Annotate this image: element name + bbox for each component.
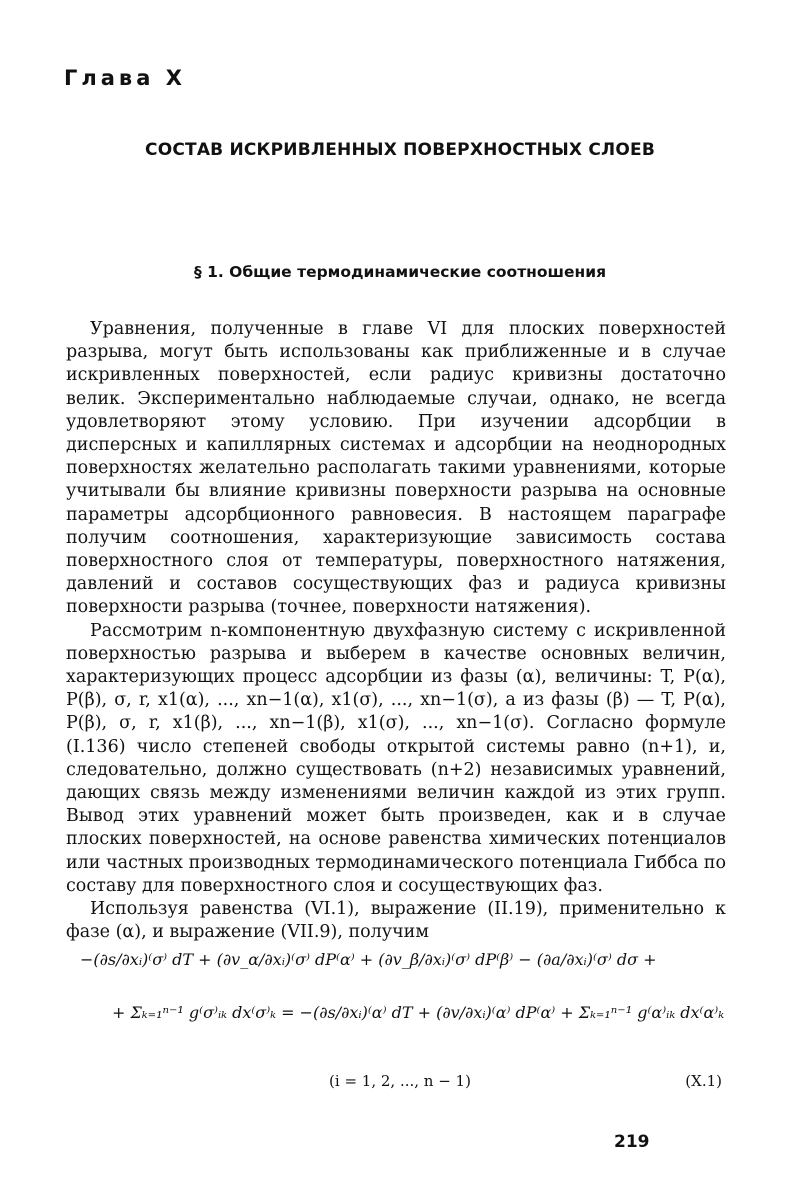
chapter-title: СОСТАВ ИСКРИВЛЕННЫХ ПОВЕРХНОСТНЫХ СЛОЕВ (145, 140, 655, 160)
chapter-heading: Глава X (64, 66, 186, 90)
equation-condition: (i = 1, 2, ..., n − 1) (329, 1072, 471, 1090)
paragraph-1: Уравнения, полученные в главе VI для плоских поверхностей разрыва, могут быть использованы как приближенные и в случае искривленных поверхностей, если радиус кривизны достаточно велик. Экспериментально наблюдаемые случаи, однако, не всегда удовлетворяют этому условию. При изучении адсорбции в дисперсных и капиллярных системах и адсорбции на неоднородных поверхностях желательно располагать такими уравнениями, которые учитывали бы влияние кривизны поверхности разрыва на основные параметры адсорбционного равновесия. В настоящем параграфе получим соотношения, характеризующие зависимость состава поверхностного слоя от температуры, поверхностного натяжения, давлений и составов сосуществующих фаз и радиуса кривизны поверхности разрыва (точнее, поверхности натяжения). (66, 319, 726, 618)
equation-number: (X.1) (685, 1072, 722, 1090)
paragraph-3: Используя равенства (VI.1), выражение (II.19), применительно к фазе (α), и выражение (VII.9), получим (66, 899, 726, 943)
body-text (66, 318, 726, 944)
paragraph-2: Рассмотрим n-компонентную двухфазную систему с искривленной поверхностью разрыва и выберем в качестве основных величин, характеризующих процесс адсорбции из фазы (α), величины: T, P(α), P(β), σ, r, x1(α), ..., xn−1(α), x1(σ), ..., xn−1(σ), а из фазы (β) — T, P(α), P(β), σ, r, x1(β), ..., xn−1(β), x1(σ), ..., xn−1(σ). Согласно формуле (I.136) число степеней свободы открытой системы равно (n+1), и, следовательно, должно существовать (n+2) независимых уравнений, дающих связь между изменениями величин каждой из этих групп. Вывод этих уравнений может быть произведен, как и в случае плоских поверхностей, на основе равенства химических потенциалов или частных производных термодинамического потенциала Гиббса по составу для поверхностного слоя и сосуществующих фаз. (66, 620, 726, 896)
equation-x1 (66, 950, 736, 1022)
section-heading: § 1. Общие термодинамические соотношения (193, 263, 607, 281)
equation-line-2: + Σₖ₌₁ⁿ⁻¹ g⁽σ⁾ᵢₖ dx⁽σ⁾ₖ = −(∂s/∂xᵢ)⁽α⁾ dT + (∂v/∂xᵢ)⁽α⁾ dP⁽α⁾ + Σₖ₌₁ⁿ⁻¹ g⁽α⁾ᵢₖ dx⁽α⁾ₖ (112, 1003, 725, 1022)
page-number: 219 (614, 1132, 650, 1152)
equation-line-1: −(∂s/∂xᵢ)⁽σ⁾ dT + (∂v_α/∂xᵢ)⁽σ⁾ dP⁽α⁾ + (∂v_β/∂xᵢ)⁽σ⁾ dP⁽β⁾ − (∂a/∂xᵢ)⁽σ⁾ dσ + (80, 950, 657, 969)
